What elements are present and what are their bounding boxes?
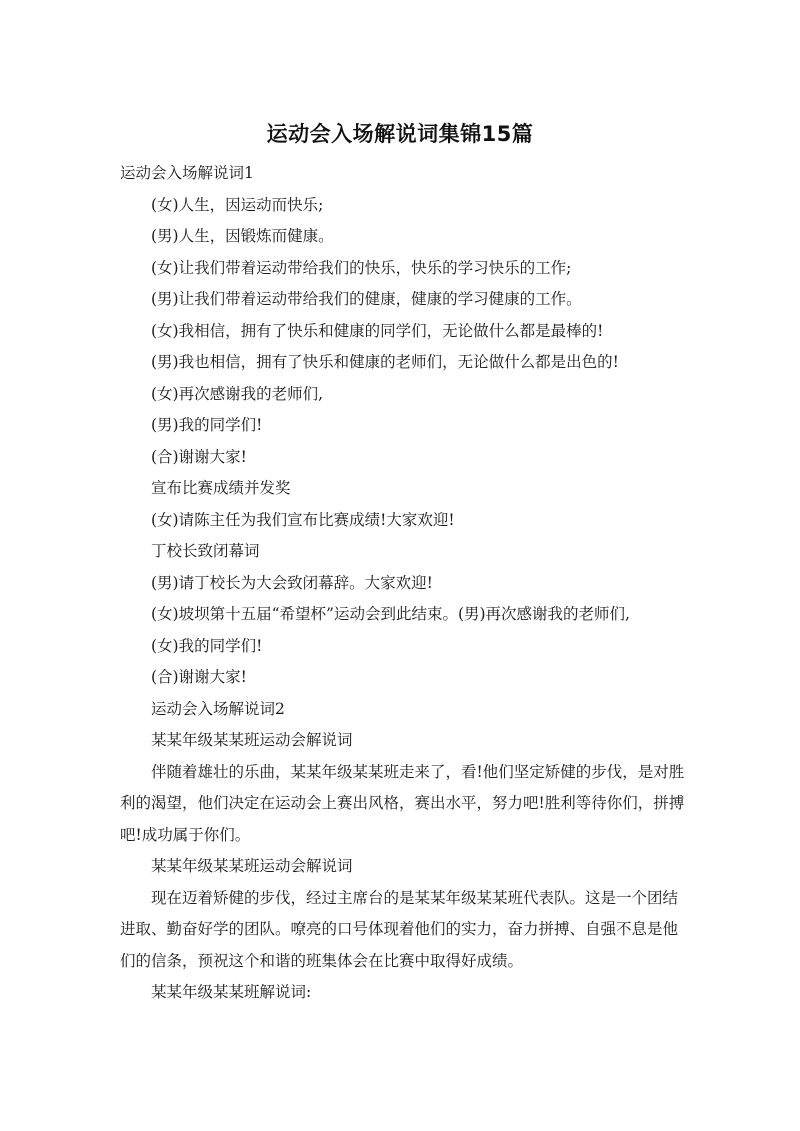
- paragraph: 宣布比赛成绩并发奖: [151, 479, 291, 497]
- paragraph: (合)谢谢大家!: [151, 447, 247, 466]
- paragraph: (女)我相信，拥有了快乐和健康的同学们，无论做什么都是最棒的!: [151, 321, 604, 340]
- paragraph: 丁校长致闭幕词: [151, 542, 260, 560]
- paragraph: 运动会入场解说词1: [120, 164, 254, 182]
- paragraph: (女)我的同学们!: [151, 636, 263, 655]
- paragraph: (合)谢谢大家!: [151, 668, 247, 686]
- paragraph: (女)让我们带着运动带给我们的快乐，快乐的学习快乐的工作;: [151, 258, 572, 277]
- paragraph: 运动会入场解说词2: [151, 699, 285, 718]
- paragraph: 某某年级某某班运动会解说词: [151, 731, 353, 749]
- document-title: 运动会入场解说词集锦15篇: [266, 122, 534, 146]
- paragraph: (男)我也相信，拥有了快乐和健康的老师们，无论做什么都是出色的!: [151, 353, 619, 371]
- paragraph: 某某年级某某班运动会解说词: [151, 857, 353, 875]
- document-body: [120, 158, 690, 1009]
- paragraph: (男)人生，因锻炼而健康。: [151, 227, 334, 245]
- paragraph: (男)我的同学们!: [151, 416, 263, 434]
- paragraph: 现在迈着矫健的步伐，经过主席台的是某某年级某某班代表队。这是一个团结进取、勤奋好学的团队。嘹亮的口号体现着他们的实力，奋力拼搏、自强不息是他们的信条，预祝这个和谐的班集体会在比赛中取得好成绩。: [120, 888, 679, 970]
- paragraph: (男)让我们带着运动带给我们的健康，健康的学习健康的工作。: [151, 290, 582, 308]
- paragraph: (女)再次感谢我的老师们,: [151, 384, 324, 403]
- paragraph: 伴随着雄壮的乐曲，某某年级某某班走来了，看!他们坚定矫健的步伐，是对胜利的渴望，他们决定在运动会上赛出风格，赛出水平，努力吧!胜利等待你们，拼搏吧!成功属于你们。: [120, 762, 685, 844]
- paragraph: (男)请丁校长为大会致闭幕辞。大家欢迎!: [151, 573, 433, 592]
- paragraph: (女)坡坝第十五届“希望杯”运动会到此结束。(男)再次感谢我的老师们,: [151, 605, 630, 623]
- paragraph: (女)请陈主任为我们宣布比赛成绩!大家欢迎!: [151, 510, 455, 529]
- paragraph: (女)人生，因运动而快乐;: [151, 195, 324, 214]
- paragraph: 某某年级某某班解说词:: [151, 983, 312, 1001]
